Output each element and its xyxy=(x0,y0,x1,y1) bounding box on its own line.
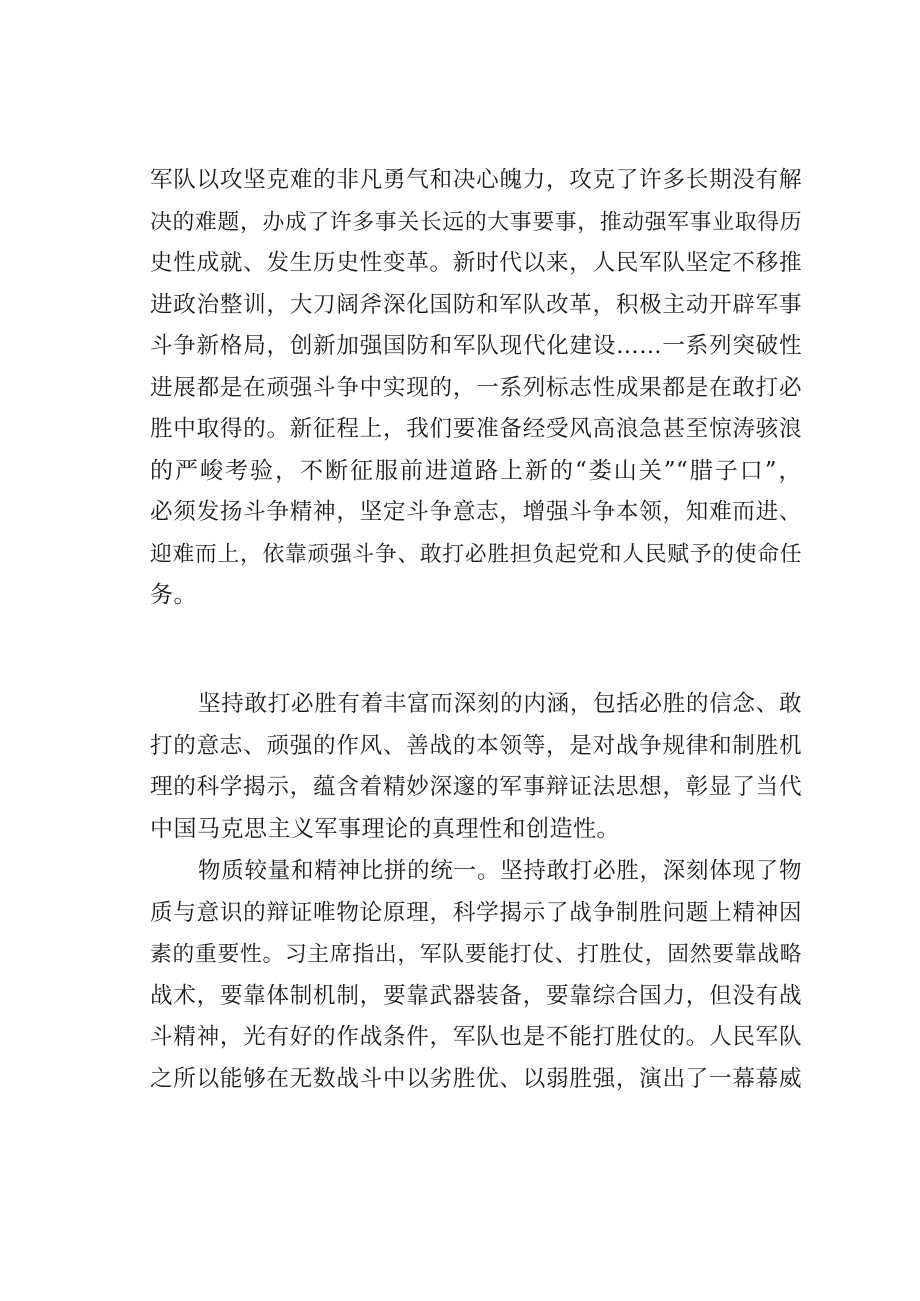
paragraph-line: 的严峻考验，不断征服前进道路上新的“娄山关”“腊子口”， xyxy=(150,457,802,484)
paragraph-line: 坚持敢打必胜有着丰富而深刻的内涵，包括必胜的信念、敢 xyxy=(198,691,802,717)
paragraph-line: 进政治整训，大刀阔斧深化国防和军队改革，积极主动开辟军事 xyxy=(150,291,802,318)
paragraph-line: 军队以攻坚克难的非凡勇气和决心魄力，攻克了许多长期没有解 xyxy=(150,167,802,193)
paragraph-line: 史性成就、发生历史性变革。新时代以来，人民军队坚定不移推 xyxy=(150,250,802,276)
paragraph-line: 之所以能够在无数战斗中以劣胜优、以弱胜强，演出了一幕幕威 xyxy=(150,1065,802,1092)
paragraph-2 xyxy=(150,684,802,850)
paragraph-line: 中国马克思主义军事理论的真理性和创造性。 xyxy=(150,815,620,842)
paragraph-line: 物质较量和精神比拼的统一。坚持敢打必胜，深刻体现了物 xyxy=(198,858,802,884)
paragraph-line: 斗精神，光有好的作战条件，军队也是不能打胜仗的。人民军队 xyxy=(150,1024,802,1050)
paragraph-line: 理的科学揭示，蕴含着精妙深邃的军事辩证法思想，彰显了当代 xyxy=(150,774,802,800)
paragraph-line: 胜中取得的。新征程上，我们要准备经受风高浪急甚至惊涛骇浪 xyxy=(150,416,802,442)
paragraph-line: 斗争新格局，创新加强国防和军队现代化建设……一系列突破性 xyxy=(150,333,802,359)
paragraph-line: 迎难而上，依靠顽强斗争、敢打必胜担负起党和人民赋予的使命任 xyxy=(150,541,802,567)
paragraph-line: 务。 xyxy=(150,582,197,608)
paragraph-line: 必须发扬斗争精神，坚定斗争意志，增强斗争本领，知难而进、 xyxy=(150,499,802,525)
paragraph-line: 素的重要性。习主席指出，军队要能打仗、打胜仗，固然要靠战略 xyxy=(150,942,802,967)
paragraph-1 xyxy=(150,160,802,617)
paragraph-line: 战术，要靠体制机制，要靠武器装备，要靠综合国力，但没有战 xyxy=(150,982,802,1009)
paragraph-3 xyxy=(150,851,802,1100)
paragraph-line: 打的意志、顽强的作风、善战的本领等，是对战争规律和制胜机 xyxy=(150,732,802,759)
paragraph-line: 进展都是在顽强斗争中实现的，一系列标志性成果都是在敢打必 xyxy=(150,374,802,401)
paragraph-line: 决的难题，办成了许多事关长远的大事要事，推动强军事业取得历 xyxy=(150,209,802,235)
paragraph-line: 质与意识的辩证唯物论原理，科学揭示了战争制胜问题上精神因 xyxy=(150,899,802,926)
